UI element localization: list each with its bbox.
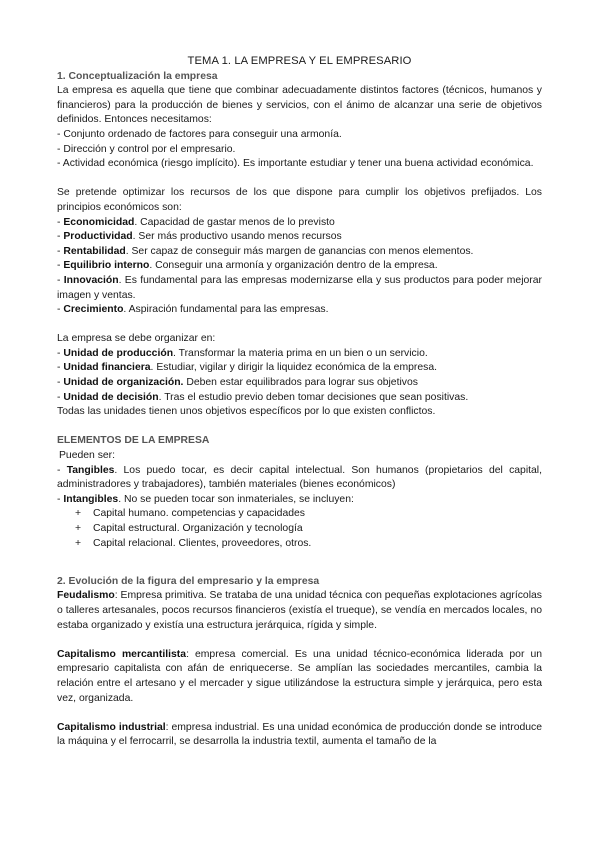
spacer <box>57 551 542 566</box>
unit-term: Unidad de organización. <box>63 377 184 389</box>
organization-intro: La empresa se debe organizar en: <box>57 333 216 345</box>
spacer <box>57 318 542 333</box>
section-1-intro: La empresa es aquella que tiene que combinar adecuadamente distintos factores (técnicos, humanos y financieros) para la producción de bienes y servicios, con el ánimo de alcanzar una serie de objetivos definidos. Entonces necesitamos: <box>57 85 542 126</box>
elements-heading: ELEMENTOS DE LA EMPRESA <box>57 435 210 447</box>
spacer <box>57 706 542 721</box>
element-intangibles: - Intangibles. No se pueden tocar son inmateriales, se incluyen: <box>57 493 354 505</box>
spacer <box>57 420 542 435</box>
principles-intro: Se pretende optimizar los recursos de los que dispone para cumplir los objetivos prefijados. Los principios económicos son: <box>57 187 542 213</box>
principle-item: - Equilibrio interno. Conseguir una armonía y organización dentro de la empresa. <box>57 260 438 272</box>
unit-item: - Unidad de decisión. Tras el estudio previo deben tomar decisiones que sean positivas. <box>57 391 469 403</box>
unit-text: Deben estar equilibrados para lograr sus objetivos <box>183 377 418 389</box>
principle-term: Economicidad <box>63 216 135 228</box>
principle-item: - Rentabilidad. Ser capaz de conseguir más margen de ganancias con menos elementos. <box>57 245 474 257</box>
principle-text: . Capacidad de gastar menos de lo previsto <box>134 216 335 228</box>
unit-item: - Unidad de organización. Deben estar equilibrados para lograr sus objetivos <box>57 377 418 389</box>
stage-term: Capitalismo mercantilista <box>57 648 187 660</box>
stage-term: Capitalismo industrial <box>57 721 166 733</box>
principle-term: Rentabilidad <box>63 245 126 257</box>
plus-bullet-icon: + <box>75 508 82 520</box>
needs-item: - Dirección y control por el empresario. <box>57 143 236 155</box>
unit-item: - Unidad financiera. Estudiar, vigilar y dirigir la liquidez económica de la empresa. <box>57 362 437 374</box>
principle-item: - Innovación. Es fundamental para las empresas modernizarse ella y sus productos para poder mejorar imagen y ventas. <box>57 274 542 301</box>
unit-item: - Unidad de producción. Transformar la materia prima en un bien o un servicio. <box>57 347 428 359</box>
spacer <box>57 566 542 575</box>
elements-intro: Pueden ser: <box>59 450 116 462</box>
principle-item: - Economicidad. Capacidad de gastar menos de lo previsto <box>57 216 335 228</box>
unit-text: . Estudiar, vigilar y dirigir la liquidez económica de la empresa. <box>150 362 437 374</box>
needs-item: - Conjunto ordenado de factores para conseguir una armonía. <box>57 128 342 140</box>
intangibles-list <box>57 507 542 551</box>
unit-text: . Tras el estudio previo deben tomar decisiones que sean positivas. <box>158 391 469 403</box>
principle-item: - Productividad. Ser más productivo usando menos recursos <box>57 231 342 243</box>
principle-item: - Crecimiento. Aspiración fundamental para las empresas. <box>57 304 329 316</box>
unit-text: . Transformar la materia prima en un bien o un servicio. <box>173 347 428 359</box>
list-item <box>75 537 542 552</box>
tangibles-term: Tangibles <box>66 464 115 476</box>
intangibles-text: . No se pueden tocar son inmateriales, se incluyen: <box>118 493 354 505</box>
stage-paragraph <box>57 648 542 706</box>
list-item-text: Capital relacional. Clientes, proveedores, otros. <box>93 537 312 549</box>
stage-text: : empresa industrial. Es una unidad económica de producción donde se introduce la máquina y el ferrocarril, se desarrolla la industria textil, aumenta el tamaño de la <box>57 721 543 748</box>
section-2-heading: 2. Evolución de la figura del empresario y la empresa <box>57 575 320 587</box>
list-item <box>75 507 542 522</box>
principle-text: . Conseguir una armonía y organización dentro de la empresa. <box>149 260 438 272</box>
stage-text: : Empresa primitiva. Se trataba de una unidad técnica con pequeñas explotaciones agrícolas o talleres artesanales, pocos recursos financieros (existía el trueque), se vendía en mercados locales, no estaba organizado y existía una estructura jerárquica, rígida y simple. <box>57 590 542 631</box>
principle-term: Productividad <box>63 231 133 243</box>
stage-paragraph <box>57 721 542 750</box>
section-1-heading: 1. Conceptualización la empresa <box>57 70 218 82</box>
spacer <box>57 172 542 187</box>
intangibles-term: Intangibles <box>63 493 119 505</box>
principle-term: Innovación <box>63 274 119 286</box>
list-item-text: Capital humano. competencias y capacidades <box>93 508 305 520</box>
unit-term: Unidad financiera <box>63 362 151 374</box>
stage-paragraph <box>57 589 542 633</box>
principle-text: . Aspiración fundamental para las empresas. <box>123 304 329 316</box>
stage-term: Feudalismo <box>57 590 115 602</box>
needs-item: - Actividad económica (riesgo implícito). Es importante estudiar y tener una buena actividad económica. <box>57 158 534 170</box>
plus-bullet-icon: + <box>75 523 82 534</box>
spacer <box>57 633 542 648</box>
principle-text: . Es fundamental para las empresas modernizarse ella y sus productos para poder mejorar imagen y ventas. <box>57 274 542 301</box>
unit-term: Unidad de producción <box>63 347 174 359</box>
list-item <box>75 522 542 537</box>
units-note: Todas las unidades tienen unos objetivos específicos por lo que existen conflictos. <box>57 406 436 418</box>
stage-text: : empresa comercial. Es una unidad técnico-económica liderada por un empresario capitalista con afán de enriquecerse. Se amplían las sociedades mercantiles, cambia la relación entre el artesano y el mercader y sigue utilizándose la estructura simple y jerárquica, pero esta vez, organizada. <box>57 648 543 704</box>
tangibles-text: . Los puedo tocar, es decir capital intelectual. Son humanos (propietarios del capital, administradores y trabajadores), también materiales (bienes económicos) <box>57 464 542 491</box>
list-item-text: Capital estructural. Organización y tecnología <box>93 523 303 534</box>
principle-text: . Ser capaz de conseguir más margen de ganancias con menos elementos. <box>125 245 474 257</box>
principle-term: Equilibrio interno <box>63 260 150 272</box>
principle-text: . Ser más productivo usando menos recursos <box>132 231 342 243</box>
principle-term: Crecimiento <box>63 304 124 316</box>
document-title: TEMA 1. LA EMPRESA Y EL EMPRESARIO <box>187 55 412 67</box>
unit-term: Unidad de decisión <box>63 391 159 403</box>
plus-bullet-icon: + <box>75 537 82 549</box>
element-tangibles: - Tangibles. Los puedo tocar, es decir capital intelectual. Son humanos (propietarios del capital, administradores y trabajadores), también materiales (bienes económicos) <box>57 464 542 491</box>
